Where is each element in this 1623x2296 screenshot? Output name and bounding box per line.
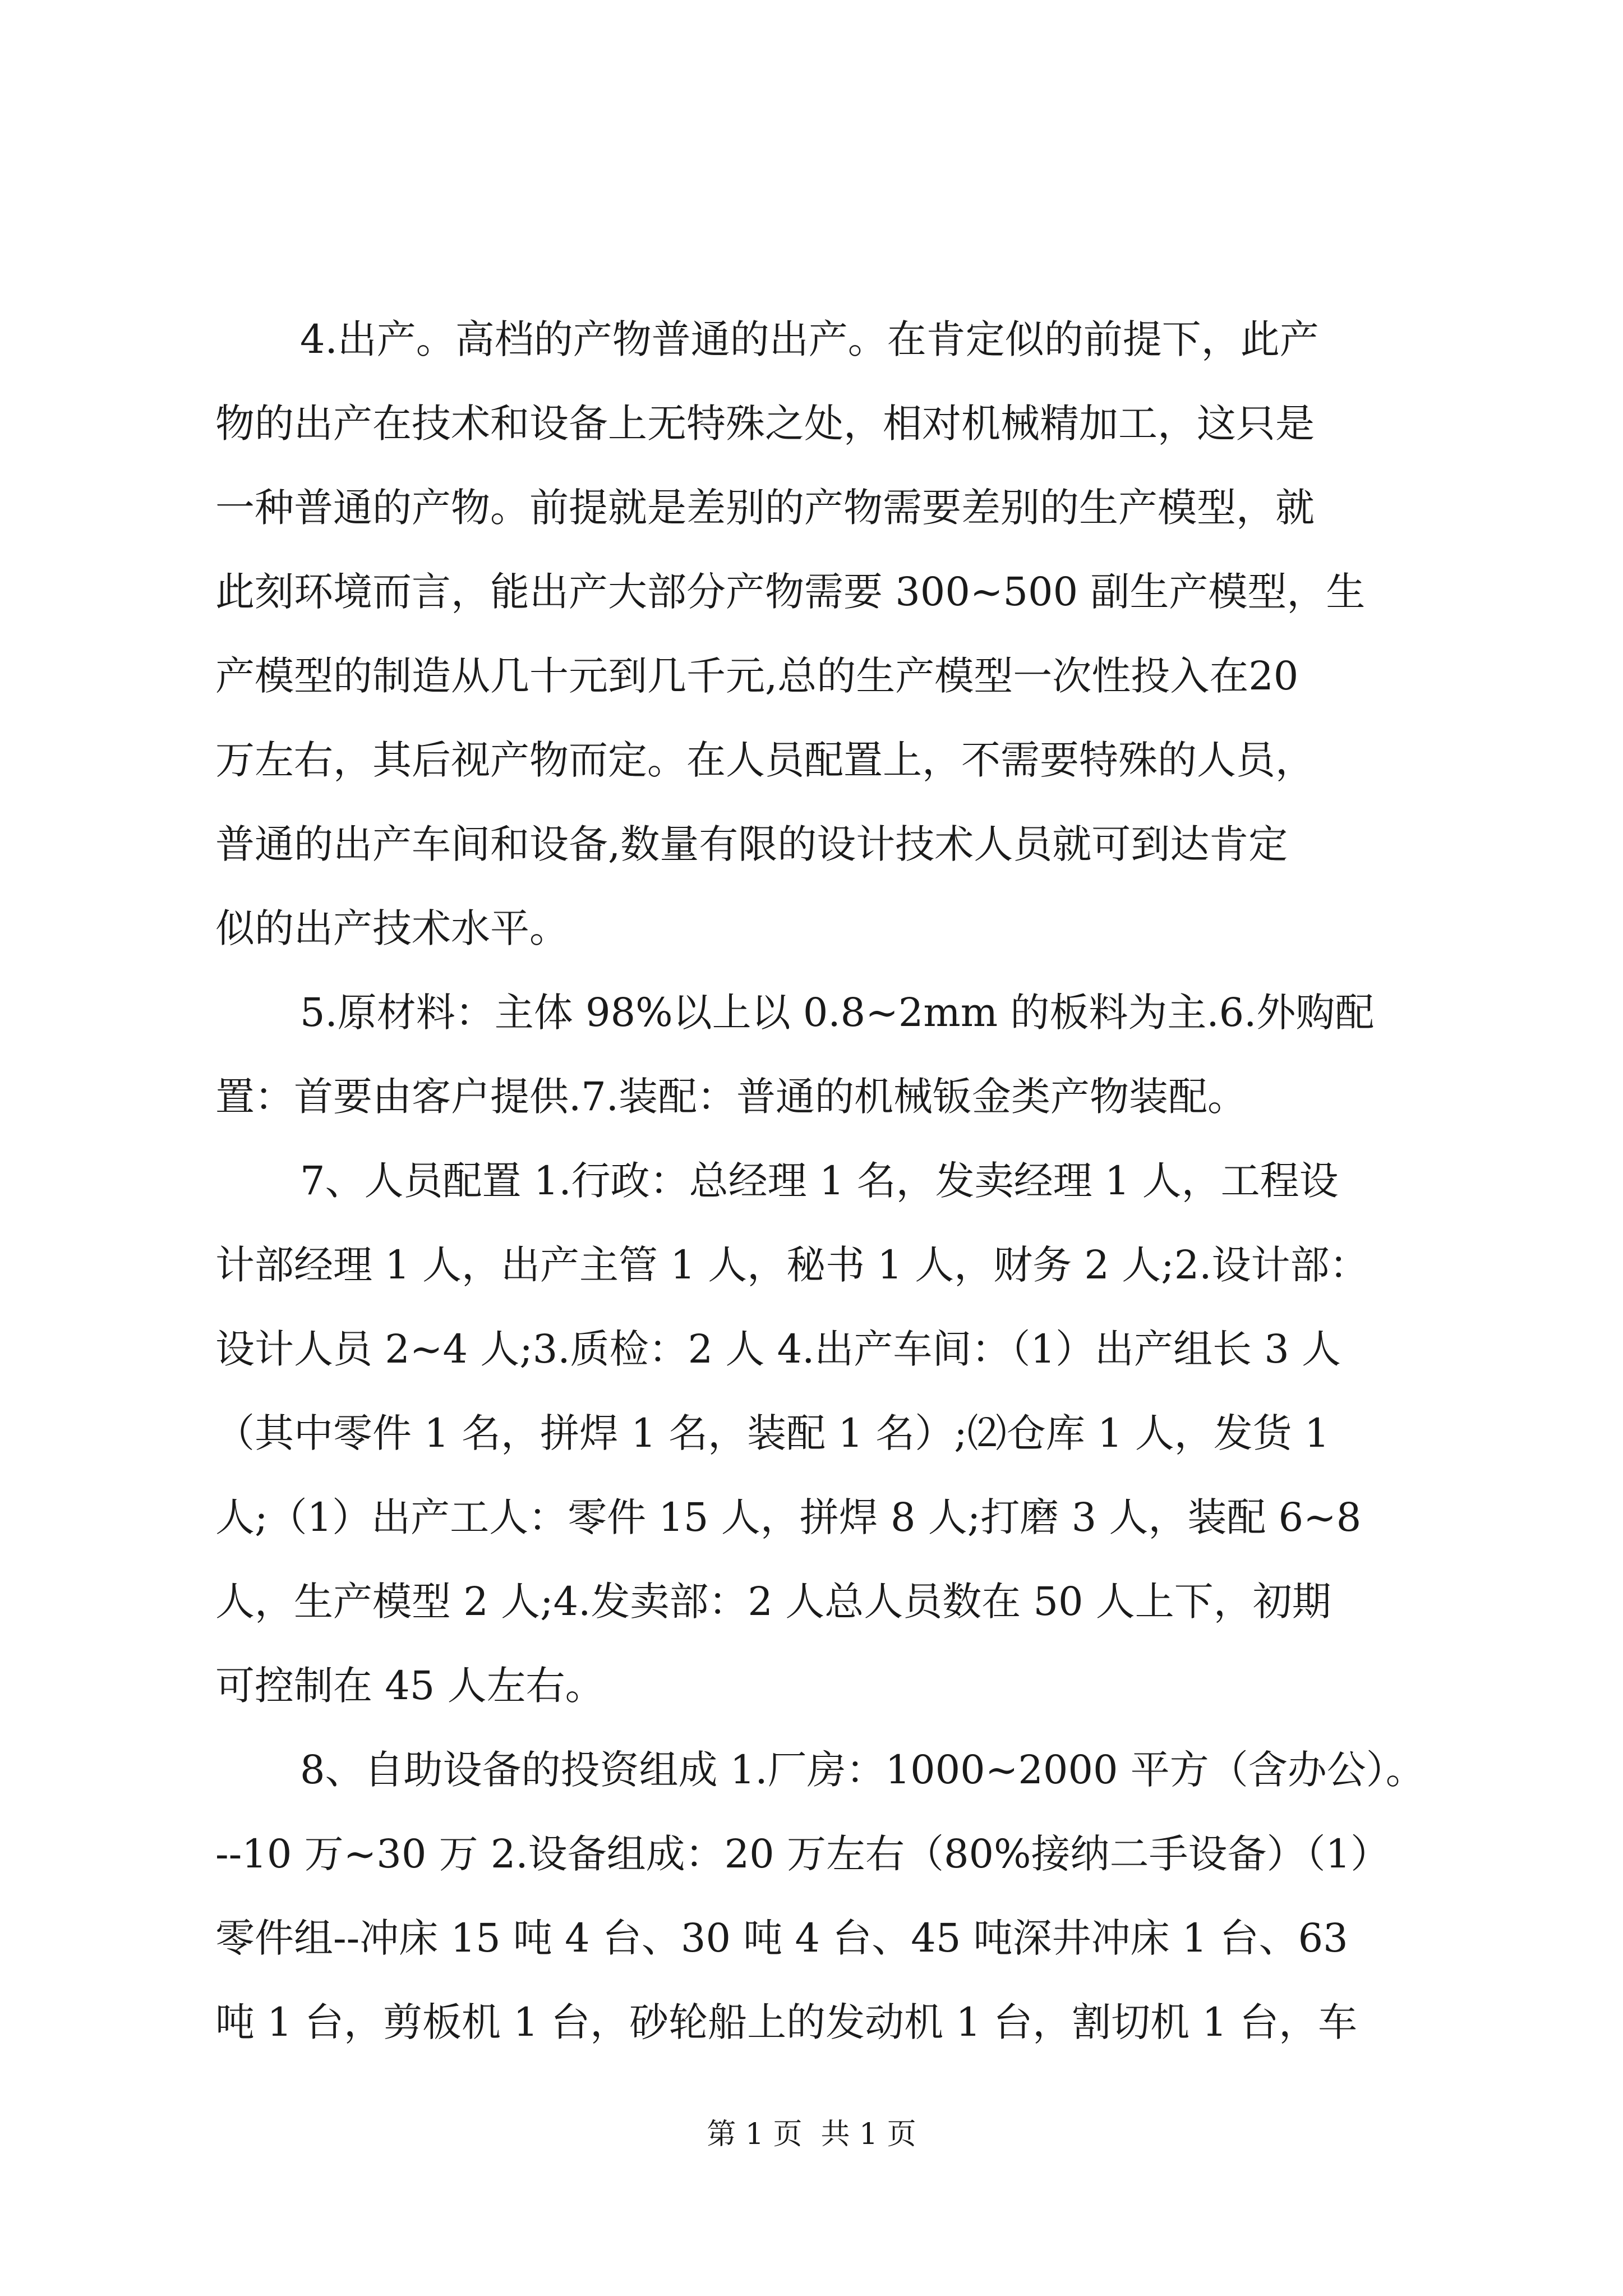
- text-line: 零件组--冲床 15 吨 4 台、30 吨 4 台、45 吨深井冲床 1 台、63: [215, 1915, 1348, 1961]
- text-line: 可控制在 45 人左右。: [215, 1663, 605, 1709]
- text-line: 似的出产技术水平。: [215, 905, 569, 951]
- text-line: 人;（1）出产工人：零件 15 人，拼焊 8 人;打磨 3 人，装配 6~8: [215, 1494, 1362, 1540]
- text-line: 设计人员 2~4 人;3.质检：2 人 4.出产车间：（1）出产组长 3 人: [215, 1326, 1341, 1372]
- text-line: 5.原材料：主体 98%以上以 0.8~2mm 的板料为主.6.外购配: [300, 990, 1375, 1036]
- text-line: 一种普通的产物。前提就是差别的产物需要差别的生产模型，就: [215, 485, 1315, 531]
- text-line: 物的出产在技术和设备上无特殊之处，相对机械精加工，这只是: [215, 401, 1315, 447]
- text-line: 产模型的制造从几十元到几千元,总的生产模型一次性投入在20: [215, 653, 1299, 699]
- text-line: 置：首要由客户提供.7.装配：普通的机械钣金类产物装配。: [215, 1074, 1247, 1120]
- text-line: 此刻环境而言，能出产大部分产物需要 300~500 副生产模型，生: [215, 569, 1366, 615]
- text-line: 7、人员配置 1.行政：总经理 1 名，发卖经理 1 人，工程设: [300, 1158, 1339, 1204]
- text-line: 4.出产。高档的产物普通的出产。在肯定似的前提下，此产: [300, 316, 1319, 362]
- text-line: 人，生产模型 2 人;4.发卖部：2 人总人员数在 50 人上下，初期: [215, 1579, 1331, 1625]
- text-line: 8、自助设备的投资组成 1.厂房：1000~2000 平方（含办公）。: [300, 1747, 1425, 1793]
- text-line: 普通的出产车间和设备,数量有限的设计技术人员就可到达肯定: [215, 821, 1288, 867]
- text-line: 万左右，其后视产物而定。在人员配置上，不需要特殊的人员，: [215, 737, 1315, 783]
- text-line: --10 万~30 万 2.设备组成：20 万左右（80%接纳二手设备）（1）: [215, 1831, 1390, 1877]
- text-line: 吨 1 台，剪板机 1 台，砂轮船上的发动机 1 台，割切机 1 台，车: [215, 1999, 1358, 2045]
- text-line: （其中零件 1 名，拼焊 1 名，装配 1 名）;⑵仓库 1 人，发货 1: [215, 1410, 1330, 1456]
- text-line: 计部经理 1 人，出产主管 1 人，秘书 1 人，财务 2 人;2.设计部：: [215, 1242, 1369, 1288]
- page-footer: 第 1 页 共 1 页: [707, 2118, 916, 2151]
